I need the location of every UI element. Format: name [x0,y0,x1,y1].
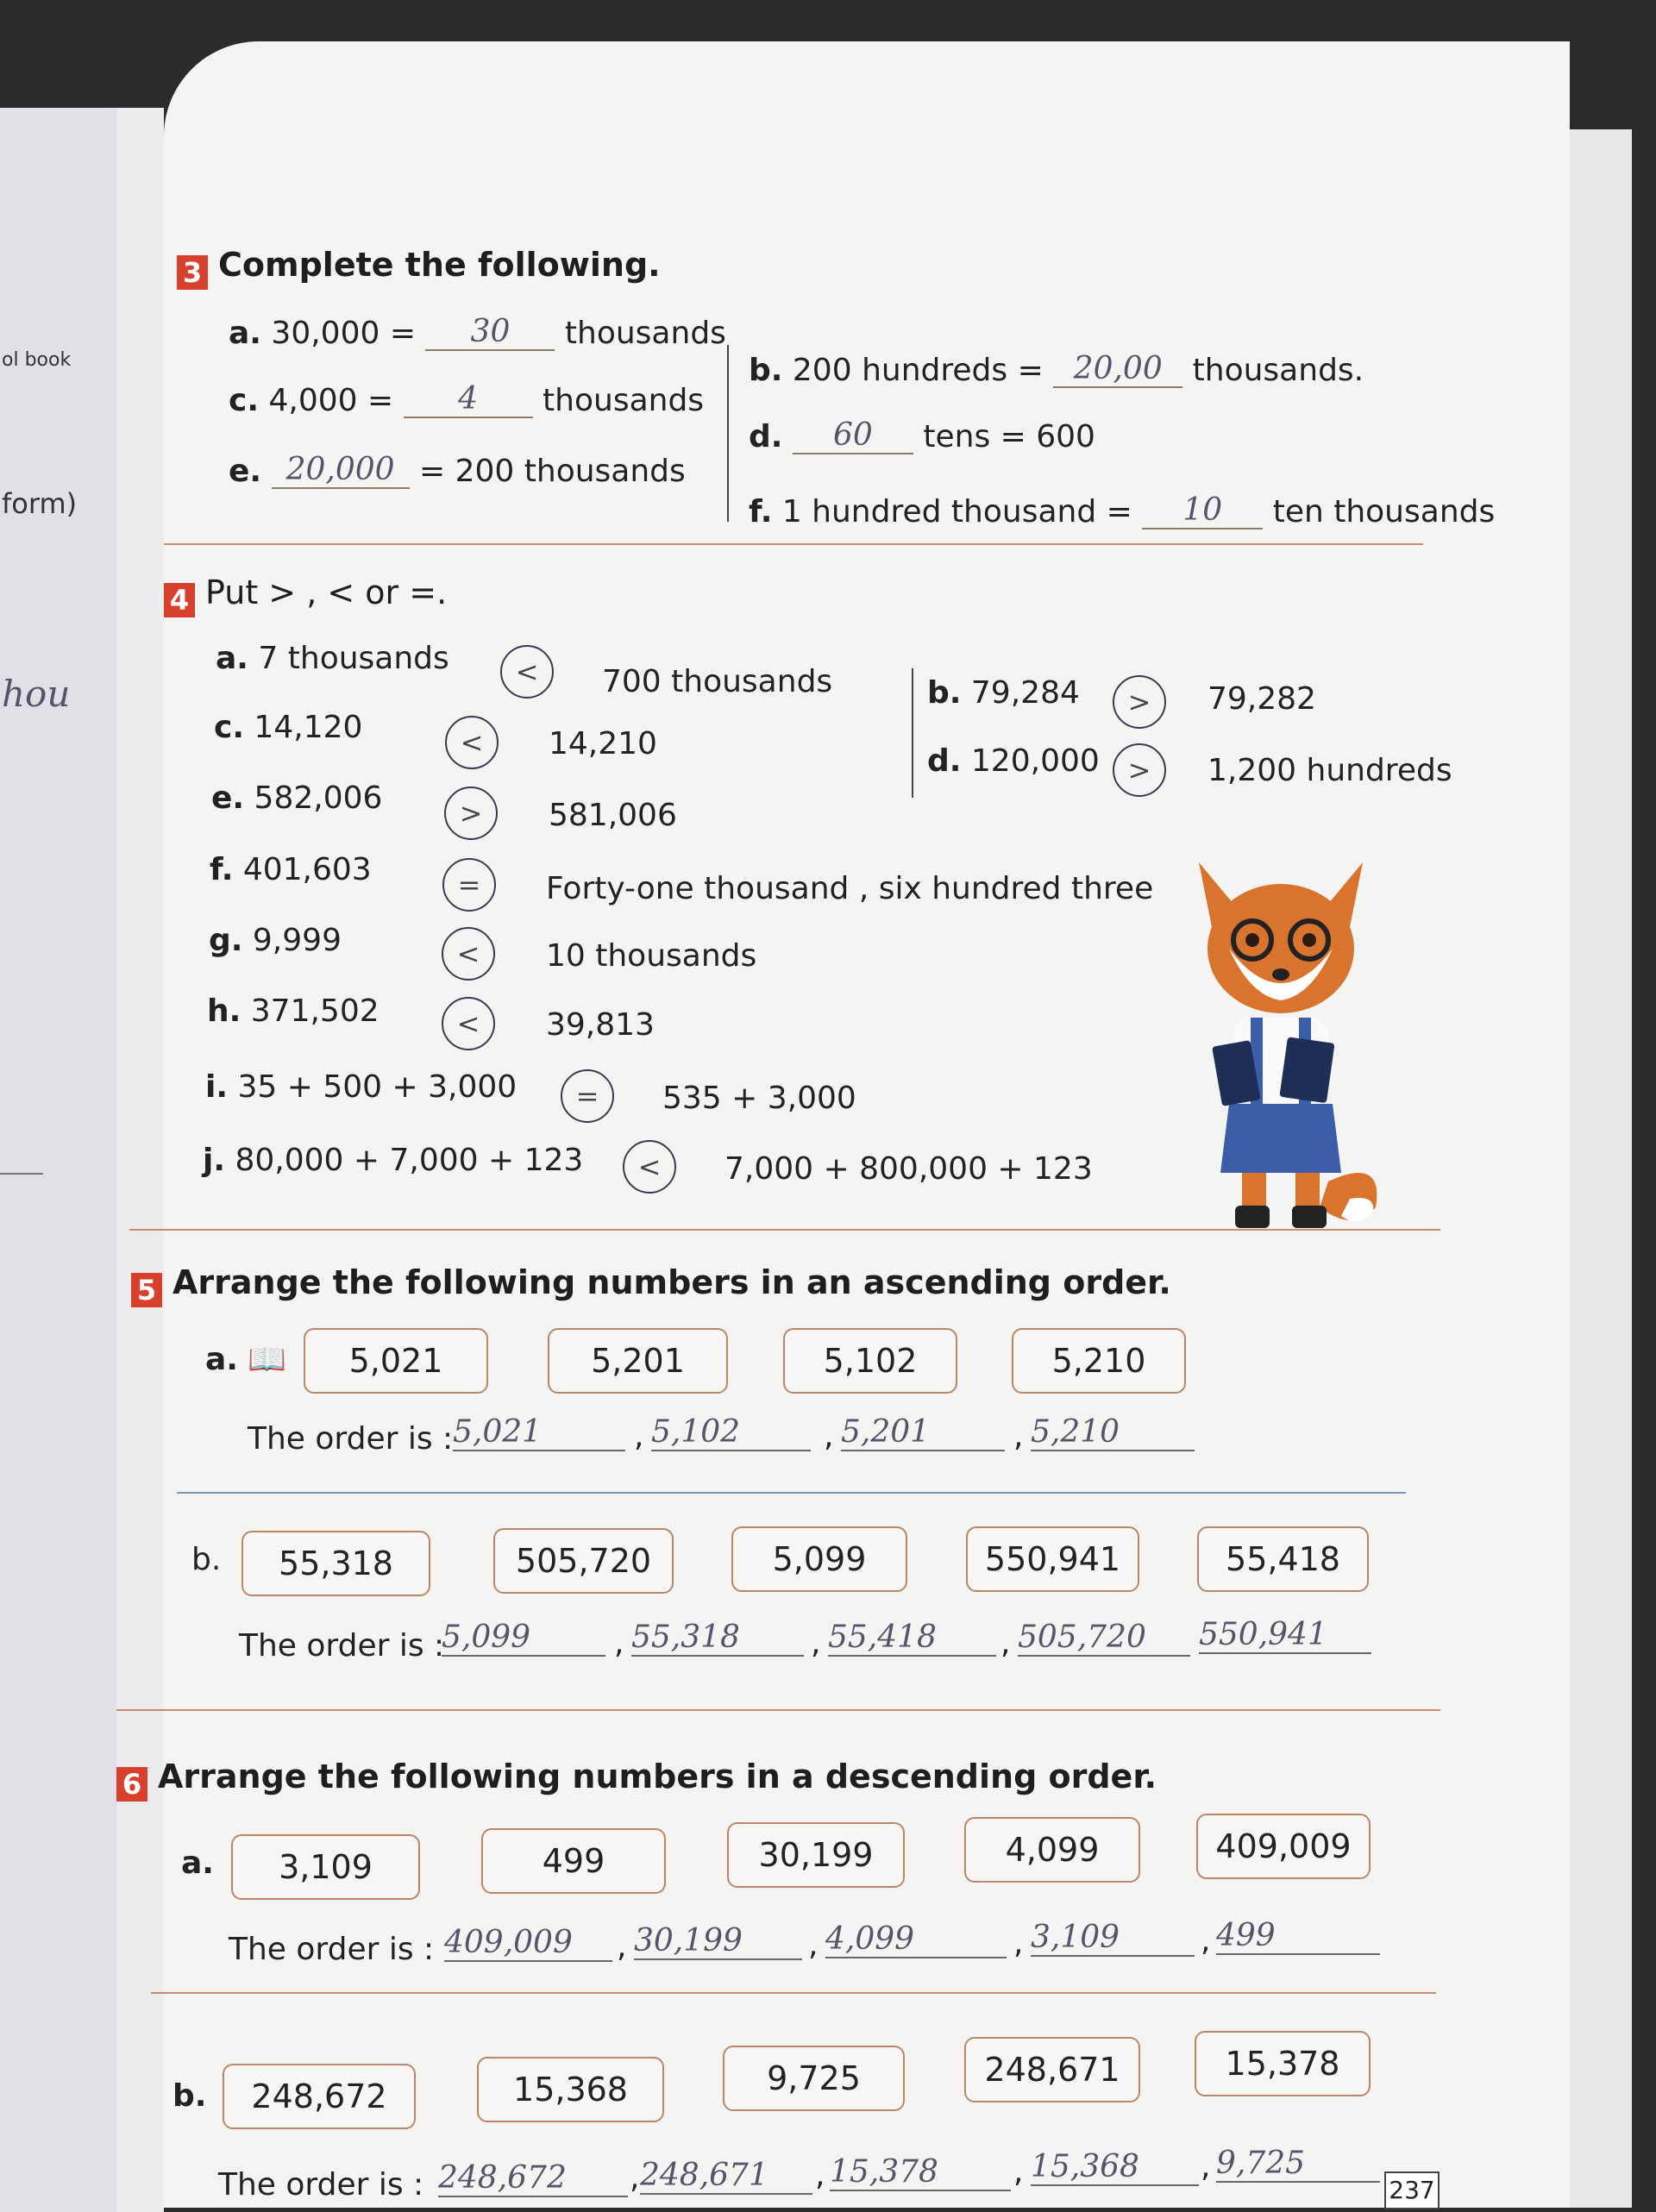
s6-b-answer-3[interactable]: 15,378 [830,2154,1011,2191]
s3-item-b [749,352,1364,388]
s6-a-comma-2: , [808,1927,819,1963]
section-3-heading [177,246,661,290]
s3-b-answer[interactable]: 20,00 [1053,352,1182,388]
fox-boot-left [1235,1206,1270,1228]
s4-h-label: h. [207,993,242,1029]
s5-b-answer-1[interactable]: 5,099 [442,1620,605,1657]
s5-a-number-2: 5,201 [548,1328,728,1394]
s5-a-number-4: 5,210 [1012,1328,1186,1394]
section-3-badge: 3 [177,255,208,290]
s3-rule [164,543,1423,545]
s6-a-comma-4: , [1201,1923,1211,1958]
s3-b-text: 200 hundreds = [792,353,1044,388]
s4-d-label: d. [927,743,962,779]
s5-b-number-5: 55,418 [1197,1526,1369,1592]
s3-d-suffix: tens = 600 [923,419,1095,454]
s3-f-label: f. [749,494,773,530]
s6-a-answer-5[interactable]: 499 [1216,1918,1380,1955]
page-edge [1561,129,1632,2208]
s4-a-left: 7 thousands [258,641,449,676]
s3-divider [727,345,729,522]
s4-e-sign[interactable]: > [444,786,498,840]
s4-i-left: 35 + 500 + 3,000 [237,1069,518,1105]
s4-item-e-left [211,780,382,816]
s4-e-label: e. [211,780,245,816]
fox-book-right [1279,1037,1334,1103]
s5-b-answer-2[interactable]: 55,318 [631,1620,804,1657]
s5-a-comma-1: , [634,1419,644,1454]
section-5-title: Arrange the following numbers in an ascending order. [172,1263,1171,1301]
s5-b-answer-5[interactable]: 550,941 [1199,1617,1371,1654]
s3-c-answer[interactable]: 4 [404,382,533,418]
s5-a-comma-2: , [824,1419,834,1454]
s3-c-text: 4,000 = [268,383,394,418]
fox-mascot-illustration [1182,845,1389,1242]
s3-e-label: e. [229,454,262,489]
s3-a-suffix: thousands [564,316,726,351]
s4-rule [129,1229,1440,1231]
s5-b-comma-3: , [1000,1626,1011,1661]
s3-b-label: b. [749,353,783,388]
s6-b-number-1: 248,672 [223,2064,416,2129]
s5-b-number-3: 5,099 [731,1526,907,1592]
s5-a-label-text: a. [205,1342,238,1377]
s3-item-f [749,493,1495,530]
s4-item-a-left [216,641,449,676]
s5-a-answer-2[interactable]: 5,102 [651,1414,811,1451]
s5-b-comma-2: , [811,1626,821,1661]
s3-item-d [749,418,1095,454]
s5-b-number-1: 55,318 [242,1531,430,1596]
s6-a-comma-1: , [617,1929,627,1964]
left-page-strip [0,108,116,2212]
s4-item-h-left [207,993,380,1029]
s4-e-right: 581,006 [549,798,677,833]
s6-b-answer-4[interactable]: 15,368 [1031,2149,1199,2186]
s5-b-order-label: The order is : [239,1628,445,1664]
s3-a-text: 30,000 = [271,316,416,351]
s3-f-suffix: ten thousands [1272,494,1496,530]
s6-a-answer-2[interactable]: 30,199 [634,1923,802,1960]
s5-b-label: b. [191,1542,222,1577]
s3-e-suffix: = 200 thousands [419,454,686,489]
s6-b-order-label: The order is : [218,2167,424,2203]
s4-b-label: b. [927,675,962,711]
s4-j-left: 80,000 + 7,000 + 123 [235,1143,584,1178]
section-5-heading [131,1263,1171,1307]
s5-b-number-4: 550,941 [966,1526,1139,1592]
s6-b-comma-1: , [630,2160,640,2196]
s3-b-suffix: thousands. [1192,353,1364,388]
s6-a-order-label: The order is : [229,1932,435,1967]
s4-e-left: 582,006 [254,780,383,816]
fox-eye-left [1245,933,1259,947]
section-3-title: Complete the following. [218,246,661,284]
s4-f-sign[interactable]: = [442,858,496,912]
section-6-heading [116,1758,1157,1802]
s4-b-right: 79,282 [1208,681,1316,717]
s6-b-comma-4: , [1201,2149,1211,2184]
s3-a-label: a. [229,316,261,351]
s5-a-comma-3: , [1013,1419,1024,1454]
s6-a-label: a. [181,1845,214,1881]
section-5-badge: 5 [131,1273,162,1307]
section-6-title: Arrange the following numbers in a descending order. [158,1758,1157,1795]
s5-a-number-1: 5,021 [304,1328,488,1394]
page-number: 237 [1384,2171,1440,2209]
s4-item-g-left [209,923,342,958]
s5-a-answer-4[interactable]: 5,210 [1031,1414,1195,1451]
s4-item-d-left [927,743,1100,779]
s5-b-answer-3[interactable]: 55,418 [828,1620,996,1657]
s4-h-right: 39,813 [546,1007,655,1043]
s5-a-answer-1[interactable]: 5,021 [453,1414,625,1451]
section-4-badge: 4 [164,583,195,617]
fox-eye-right [1302,933,1316,947]
s6-a-number-1: 3,109 [231,1834,420,1900]
s4-d-left: 120,000 [970,743,1100,779]
s4-c-label: c. [214,710,245,745]
left-fragment-3: hou [2,673,71,715]
s6-b-number-3: 9,725 [723,2046,905,2111]
section-6-badge: 6 [116,1767,147,1802]
book-icon: 📖 [248,1342,287,1377]
s6-b-answer-5[interactable]: 9,725 [1216,2146,1380,2183]
s4-g-sign[interactable]: < [442,927,495,981]
s4-item-f-left [210,852,372,887]
s6-b-number-5: 15,378 [1195,2031,1371,2096]
s3-f-text: 1 hundred thousand = [781,494,1132,530]
s6-a-number-4: 4,099 [964,1817,1140,1883]
section-4-heading [164,573,447,617]
s4-h-left: 371,502 [250,993,380,1029]
section-4-title: Put > , < or =. [205,573,448,611]
s5-a-number-3: 5,102 [783,1328,957,1394]
s3-d-label: d. [749,419,783,454]
s4-divider [912,668,913,798]
s5-b-answer-4[interactable]: 505,720 [1018,1620,1190,1657]
s4-f-label: f. [210,852,234,887]
left-fragment-2: form) [2,487,78,520]
left-fragment-1: ol book [2,349,72,371]
s3-d-answer[interactable]: 60 [793,418,913,454]
s6-a-number-2: 499 [481,1828,666,1894]
s4-j-label: j. [203,1143,226,1178]
s4-c-sign[interactable]: < [445,716,499,769]
s4-item-b-left [927,675,1080,711]
s6-b-answer-1[interactable]: 248,672 [438,2160,628,2197]
s4-c-right: 14,210 [549,726,657,761]
s4-g-right: 10 thousands [546,938,757,974]
s6-a-answer-4[interactable]: 3,109 [1031,1920,1195,1957]
s3-c-suffix: thousands [543,383,705,418]
s4-a-sign[interactable]: < [500,645,554,699]
s6-a-rule [151,1992,1436,1994]
s4-i-sign[interactable]: = [561,1069,614,1123]
s3-a-answer[interactable]: 30 [425,315,555,351]
s5-a-answer-3[interactable]: 5,201 [841,1414,1005,1451]
s6-a-comma-3: , [1013,1926,1024,1961]
s4-item-i-left [205,1069,517,1105]
s3-item-a [229,315,726,351]
s4-a-label: a. [216,641,248,676]
s6-b-number-2: 15,368 [477,2057,664,2122]
s3-f-answer[interactable]: 10 [1142,493,1263,530]
s4-d-sign[interactable]: > [1113,743,1166,797]
s4-i-right: 535 + 3,000 [662,1081,856,1116]
fox-shorts [1220,1104,1341,1173]
s4-c-left: 14,120 [254,710,363,745]
s6-b-comma-3: , [1013,2154,1024,2190]
s5-b-number-2: 505,720 [493,1528,674,1594]
s5-b-comma-1: , [614,1626,624,1661]
s6-b-comma-2: , [815,2158,825,2193]
s4-j-sign[interactable]: < [623,1140,676,1194]
s4-item-j-left [203,1143,583,1178]
s5-a-order-label: The order is : [248,1421,454,1457]
s3-item-e [229,453,686,489]
s6-b-number-4: 248,671 [964,2037,1140,2102]
s4-j-right: 7,000 + 800,000 + 123 [724,1151,1093,1187]
s6-a-answer-1[interactable]: 409,009 [444,1925,612,1962]
s3-e-answer[interactable]: 20,000 [272,453,410,489]
s3-item-c [229,382,704,418]
s4-b-left: 79,284 [970,675,1080,711]
s4-i-label: i. [205,1069,229,1105]
s4-g-label: g. [209,923,243,958]
s6-a-number-5: 409,009 [1196,1814,1371,1879]
s4-item-c-left [214,710,362,745]
s4-b-sign[interactable]: > [1113,675,1166,729]
s4-h-sign[interactable]: < [442,997,495,1050]
s4-d-right: 1,200 hundreds [1208,753,1452,788]
s4-f-left: 401,603 [242,852,372,887]
s6-a-number-3: 30,199 [727,1822,905,1888]
left-page [0,108,164,2212]
s5-a-rule [177,1492,1406,1494]
s6-b-label: b. [172,2078,207,2114]
s5-a-label [205,1341,286,1377]
s6-b-answer-2[interactable]: 248,671 [640,2158,812,2195]
fox-boot-right [1292,1206,1327,1228]
s4-a-right: 700 thousands [602,664,833,699]
s5-rule [116,1709,1440,1711]
s4-g-left: 9,999 [252,923,342,958]
fox-nose [1272,968,1289,981]
s3-c-label: c. [229,383,260,418]
s4-f-right: Forty-one thousand , six hundred three [546,871,1154,906]
left-rule [0,1173,43,1175]
s6-a-answer-3[interactable]: 4,099 [825,1921,1007,1958]
